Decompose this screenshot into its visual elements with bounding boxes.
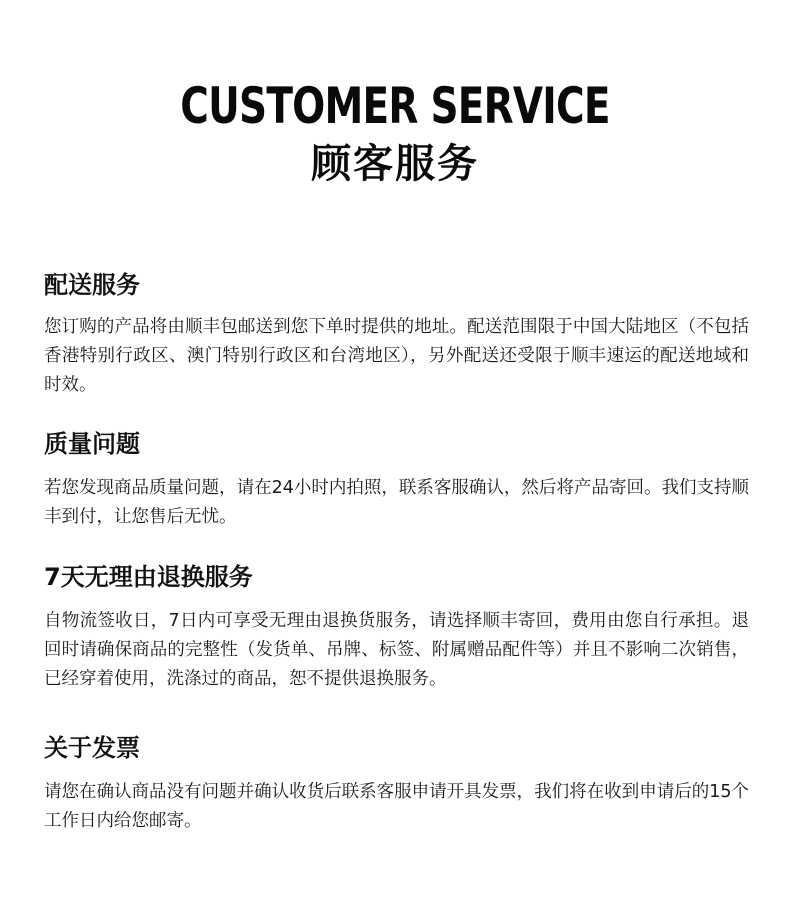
page-title-chinese: 顾客服务	[311, 141, 479, 187]
invoice-text: 请您在确认商品没有问题并确认收货后联系客服申请开具发票，我们将在收到申请后的15个工作日内给您邮寄。	[44, 782, 749, 831]
shipping-heading: 配送服务	[44, 271, 140, 299]
quality-issue-text: 若您发现商品质量问题，请在24小时内拍照，联系客服确认，然后将产品寄回。我们支持顺丰到付，让您售后无忧。	[44, 478, 749, 527]
invoice-section	[44, 733, 749, 836]
return-policy-heading: 7天无理由退换服务	[44, 563, 253, 591]
shipping-section	[44, 270, 749, 400]
invoice-heading: 关于发票	[44, 734, 140, 762]
page-title-english: CUSTOMER SERVICE	[180, 77, 610, 135]
return-policy-text: 自物流签收日，7日内可享受无理由退换货服务，请选择顺丰寄回，费用由您自行承担。退回时请确保商品的完整性（发货单、吊牌、标签、附属赠品配件等）并且不影响二次销售，已经穿着使用，洗涤过的商品，恕不提供退换服务。	[44, 611, 749, 689]
quality-issue-section	[44, 429, 749, 532]
quality-issue-heading: 质量问题	[44, 430, 140, 458]
shipping-text: 您订购的产品将由顺丰包邮送到您下单时提供的地址。配送范围限于中国大陆地区（不包括香港特别行政区、澳门特别行政区和台湾地区），另外配送还受限于顺丰速运的配送地域和时效。	[44, 317, 749, 395]
return-policy-section	[44, 562, 749, 694]
